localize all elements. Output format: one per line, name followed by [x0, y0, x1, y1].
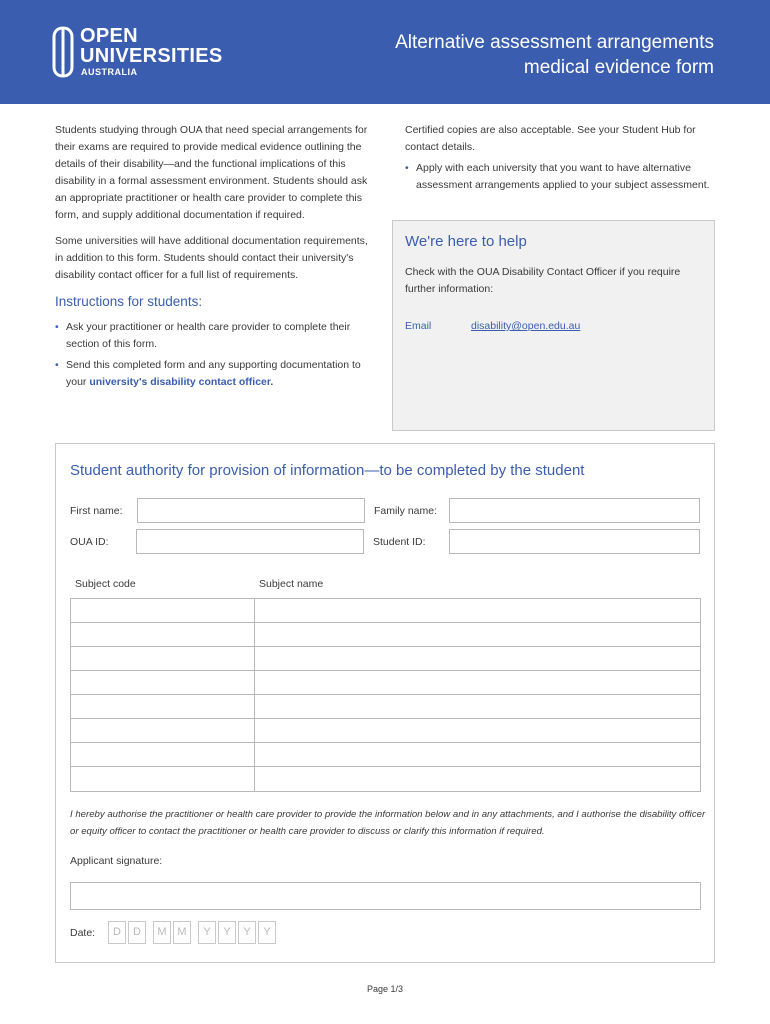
table-row[interactable]: [71, 695, 700, 719]
instructions-heading: Instructions for students:: [55, 294, 203, 309]
instruction-item: [55, 357, 375, 391]
instructions-list: [55, 319, 375, 391]
date-cell-month[interactable]: M: [153, 921, 171, 944]
table-row[interactable]: [71, 767, 700, 791]
authority-statement: I hereby authorise the practitioner or health care provider to provide the information below and in any attachments, and I authorise the disability officer or equity officer to contact the practitioner or health care provider to discuss or clarify this information if required.: [70, 809, 706, 837]
apply-each-university-item: • Apply with each university that you want to have alternative assessment arrangements applied to your subject assessment.: [405, 160, 715, 194]
certified-copies-text: Certified copies are also acceptable. See your Student Hub for contact details.: [405, 124, 696, 153]
student-id-input[interactable]: [449, 529, 700, 554]
student-authority-title: Student authority for provision of information—to be completed by the student: [70, 462, 585, 479]
table-row[interactable]: [71, 671, 700, 695]
family-name-label: Family name:: [374, 505, 438, 517]
signature-label: Applicant signature:: [70, 855, 163, 867]
first-name-input[interactable]: [137, 498, 365, 523]
signature-field[interactable]: [70, 882, 701, 910]
instruction-item: • Ask your practitioner or health care provider to complete their section of this form.: [55, 319, 375, 353]
family-name-input[interactable]: [449, 498, 700, 523]
form-title-line2: medical evidence form: [523, 57, 714, 78]
first-name-label: First name:: [70, 505, 123, 517]
oua-id-label: OUA ID:: [70, 536, 109, 548]
oua-id-input[interactable]: [136, 529, 364, 554]
intro-left-column: [55, 122, 375, 395]
help-text: Check with the OUA Disability Contact Officer if you require further information:: [405, 266, 681, 295]
student-authority-section: [55, 443, 715, 963]
disability-officer-link[interactable]: university's disability contact officer.: [89, 376, 274, 388]
date-cell-year[interactable]: Y: [238, 921, 256, 944]
date-cell-year[interactable]: Y: [218, 921, 236, 944]
subject-table: [70, 598, 701, 792]
header-banner: [0, 0, 770, 104]
subject-code-header: Subject code: [75, 578, 136, 590]
date-label: Date:: [70, 927, 96, 939]
form-title-line1: Alternative assessment arrangements: [395, 32, 714, 53]
page-number: Page 1/3: [366, 984, 404, 994]
email-row: [405, 320, 702, 332]
date-cell-year[interactable]: Y: [258, 921, 276, 944]
oua-logo: [52, 24, 232, 80]
date-input: [108, 921, 278, 944]
subject-name-header: Subject name: [259, 578, 324, 590]
help-box: [392, 220, 715, 431]
table-row[interactable]: [71, 743, 700, 767]
table-row[interactable]: [71, 719, 700, 743]
logo-text-australia: AUSTRALIA: [81, 67, 138, 77]
help-title: We're here to help: [405, 233, 527, 250]
email-label: Email: [405, 320, 432, 332]
date-cell-day[interactable]: D: [128, 921, 146, 944]
intro-paragraph-2: Some universities will have additional documentation requirements, in addition to this form. Students should contact their university's disability contact officer for a full list of requirements.: [55, 235, 368, 281]
form-title: [294, 30, 714, 80]
intro-paragraph-1: Students studying through OUA that need special arrangements for their exams are required to provide medical evidence outlining the details of their disability—and the functional implications of this disability in a formal assessment environment. Students should ask an appropriate practitioner or health care provider to complete this form, and supply additional documentation if required.: [55, 124, 368, 221]
date-cell-year[interactable]: Y: [198, 921, 216, 944]
logo-text-open: OPEN: [80, 25, 138, 47]
intro-right-column: [405, 122, 715, 198]
table-row[interactable]: [71, 623, 700, 647]
student-id-label: Student ID:: [373, 536, 426, 548]
table-column-divider: [254, 599, 255, 791]
table-row[interactable]: [71, 599, 700, 623]
email-link[interactable]: disability@open.edu.au: [471, 320, 581, 332]
oua-logo-mark-icon: [52, 26, 74, 78]
date-cell-day[interactable]: D: [108, 921, 126, 944]
date-cell-month[interactable]: M: [173, 921, 191, 944]
table-row[interactable]: [71, 647, 700, 671]
logo-text-universities: UNIVERSITIES: [80, 45, 223, 67]
instruction-text: Send this completed form and any supporting documentation to your: [66, 359, 361, 388]
right-list: [405, 160, 715, 194]
